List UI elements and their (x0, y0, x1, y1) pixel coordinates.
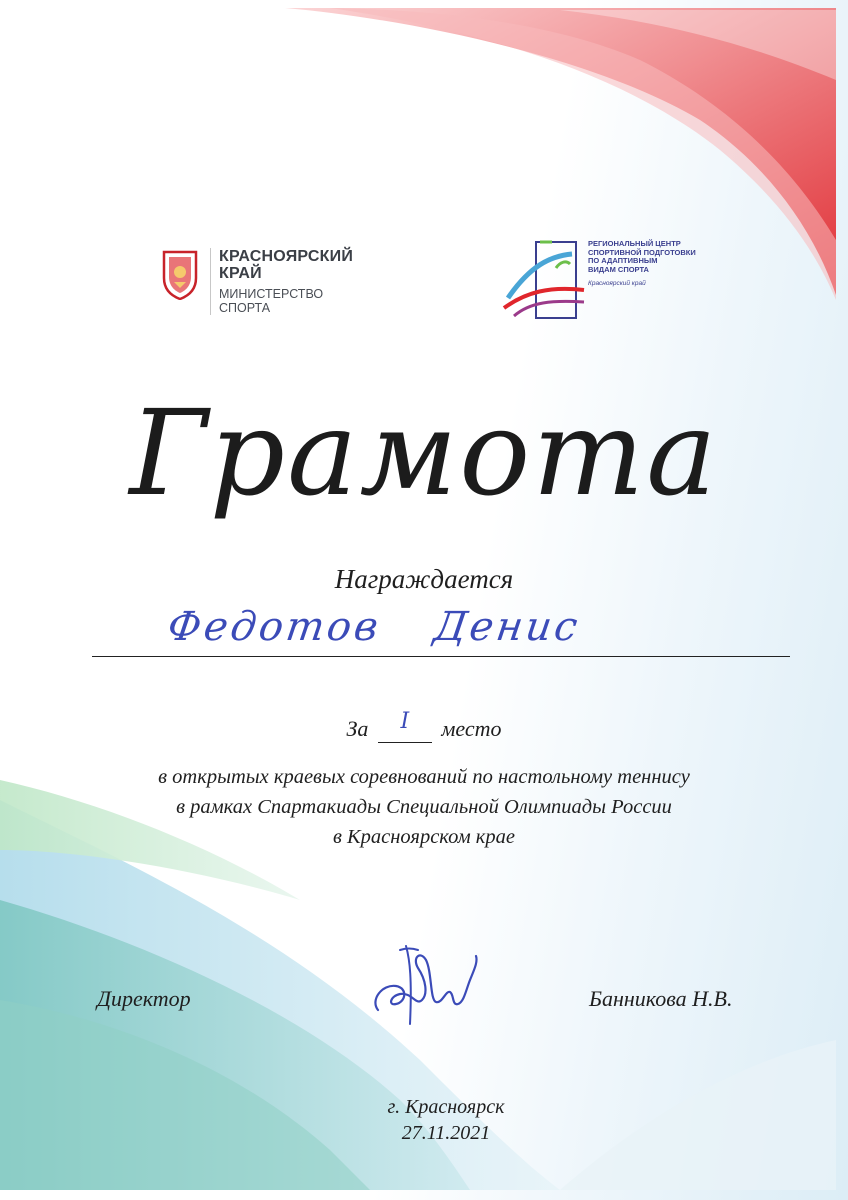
sport-center-region: Красноярский край (588, 280, 646, 287)
sport-center-logo (500, 236, 700, 322)
recipient-name: Федотов Денис (164, 604, 584, 650)
description-line: в Красноярском крае (333, 826, 515, 848)
issue-place-date (0, 1094, 848, 1146)
recipient-name-line (92, 656, 790, 657)
issue-date: 27.11.2021 (401, 1122, 491, 1144)
place-suffix: место (441, 716, 502, 741)
description-line: в рамках Спартакиады Специальной Олимпиады России (176, 796, 672, 818)
place-prefix: За (346, 716, 369, 741)
sport-center-name: РЕГИОНАЛЬНЫЙ ЦЕНТР СПОРТИВНОЙ ПОДГОТОВКИ ПО АДАПТИВНЫМ ВИДАМ СПОРТА (588, 239, 696, 274)
ministry-logo (160, 248, 353, 315)
place-value: I (400, 709, 410, 734)
signer-name: Банникова Н.В. (589, 986, 733, 1011)
award-description (0, 762, 848, 852)
description-line: в открытых краевых соревнований по настольному теннису (158, 766, 690, 788)
certificate-title: Грамота (129, 384, 719, 522)
coat-of-arms-icon (160, 248, 200, 300)
handwritten-signature (360, 940, 490, 1030)
ministry-name: МИНИСТЕРСТВО СПОРТА (219, 287, 324, 315)
place-row (0, 709, 848, 743)
place-blank (378, 709, 432, 743)
sport-center-emblem-icon (500, 236, 586, 322)
ministry-logo-text (210, 248, 353, 315)
awarded-label: Награждается (334, 564, 514, 594)
signer-role: Директор (97, 986, 191, 1011)
region-name: КРАСНОЯРСКИЙ КРАЙ (219, 248, 354, 282)
issue-city: г. Красноярск (387, 1096, 505, 1118)
